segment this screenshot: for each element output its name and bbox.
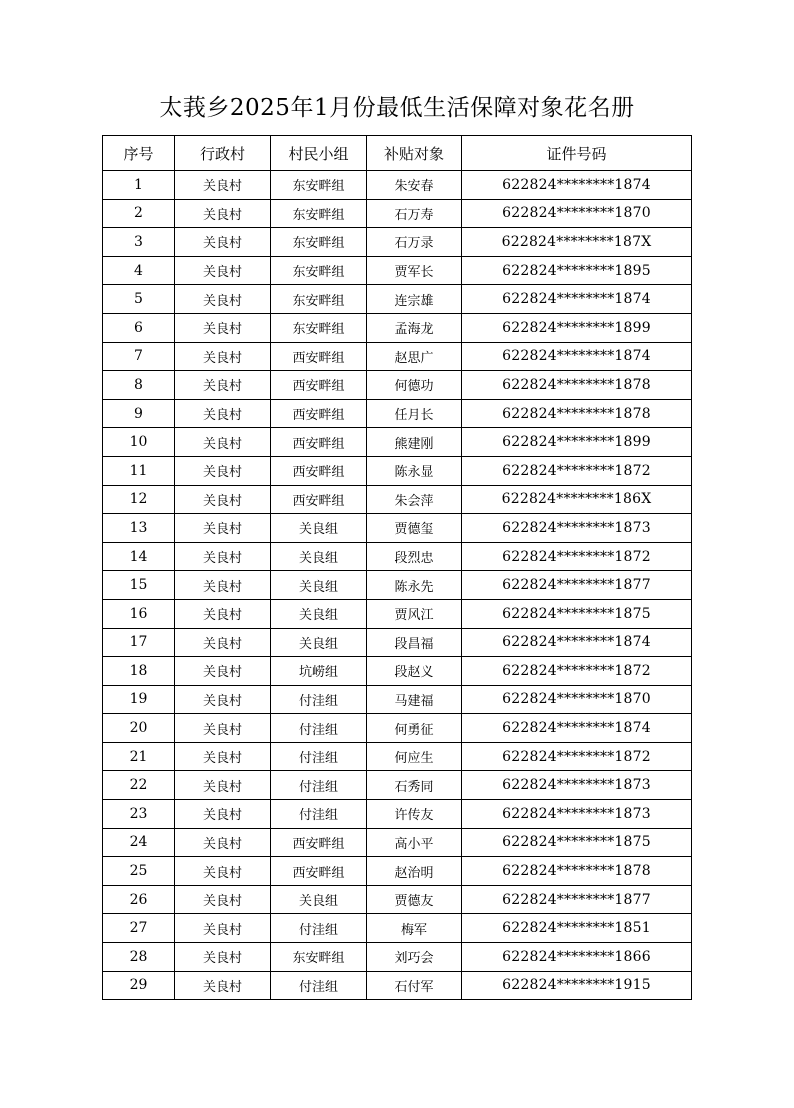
id-number-cell: 622824********1851: [462, 914, 692, 943]
serial-number-cell: 14: [103, 542, 175, 571]
recipient-name-cell: 石万录: [367, 228, 462, 257]
id-number-cell: 622824********1874: [462, 342, 692, 371]
serial-number-cell: 4: [103, 256, 175, 285]
serial-number-cell: 19: [103, 685, 175, 714]
table-row: [103, 514, 692, 543]
village-cell: 关良村: [175, 628, 271, 657]
table-row: [103, 485, 692, 514]
serial-number-cell: 29: [103, 971, 175, 1000]
id-number-cell: 622824********186X: [462, 485, 692, 514]
recipient-name-cell: 贾风江: [367, 599, 462, 628]
id-number-cell: 622824********1866: [462, 943, 692, 972]
villager-group-cell: 东安畔组: [271, 228, 367, 257]
id-number-cell: 622824********1874: [462, 171, 692, 200]
table-row: [103, 971, 692, 1000]
table-row: [103, 171, 692, 200]
village-cell: 关良村: [175, 943, 271, 972]
village-cell: 关良村: [175, 399, 271, 428]
recipient-name-cell: 马建福: [367, 685, 462, 714]
villager-group-cell: 关良组: [271, 514, 367, 543]
recipient-name-cell: 许传友: [367, 800, 462, 829]
id-number-cell: 622824********1872: [462, 657, 692, 686]
village-cell: 关良村: [175, 714, 271, 743]
table-row: [103, 771, 692, 800]
serial-number-cell: 2: [103, 199, 175, 228]
serial-number-cell: 15: [103, 571, 175, 600]
serial-number-cell: 23: [103, 800, 175, 829]
recipient-name-cell: 孟海龙: [367, 313, 462, 342]
id-number-cell: 622824********1878: [462, 399, 692, 428]
village-cell: 关良村: [175, 428, 271, 457]
id-number-cell: 622824********1874: [462, 285, 692, 314]
villager-group-cell: 东安畔组: [271, 943, 367, 972]
serial-number-cell: 24: [103, 828, 175, 857]
serial-number-cell: 16: [103, 599, 175, 628]
village-cell: 关良村: [175, 542, 271, 571]
id-number-cell: 622824********1872: [462, 742, 692, 771]
serial-number-cell: 17: [103, 628, 175, 657]
recipient-name-cell: 石万寿: [367, 199, 462, 228]
id-number-cell: 622824********1874: [462, 714, 692, 743]
table-row: [103, 800, 692, 829]
recipient-name-cell: 贾军长: [367, 256, 462, 285]
villager-group-cell: 西安畔组: [271, 371, 367, 400]
villager-group-cell: 西安畔组: [271, 342, 367, 371]
villager-group-cell: 付洼组: [271, 771, 367, 800]
id-number-cell: 622824********1878: [462, 371, 692, 400]
serial-number-cell: 7: [103, 342, 175, 371]
serial-number-cell: 3: [103, 228, 175, 257]
village-cell: 关良村: [175, 571, 271, 600]
recipient-name-cell: 梅军: [367, 914, 462, 943]
serial-number-cell: 22: [103, 771, 175, 800]
id-number-cell: 622824********1875: [462, 599, 692, 628]
serial-number-cell: 11: [103, 456, 175, 485]
serial-number-cell: 8: [103, 371, 175, 400]
serial-number-cell: 9: [103, 399, 175, 428]
village-cell: 关良村: [175, 256, 271, 285]
villager-group-cell: 坑崂组: [271, 657, 367, 686]
villager-group-cell: 关良组: [271, 885, 367, 914]
id-number-cell: 622824********1895: [462, 256, 692, 285]
table-row: [103, 943, 692, 972]
villager-group-cell: 西安畔组: [271, 456, 367, 485]
table-row: [103, 828, 692, 857]
id-number-cell: 622824********187X: [462, 228, 692, 257]
serial-number-cell: 28: [103, 943, 175, 972]
village-cell: 关良村: [175, 971, 271, 1000]
recipient-name-cell: 段赵义: [367, 657, 462, 686]
villager-group-cell: 付洼组: [271, 685, 367, 714]
table-row: [103, 285, 692, 314]
village-cell: 关良村: [175, 313, 271, 342]
recipient-name-cell: 陈永先: [367, 571, 462, 600]
recipient-name-cell: 刘巧会: [367, 943, 462, 972]
table-row: [103, 742, 692, 771]
villager-group-cell: 关良组: [271, 628, 367, 657]
table-row: [103, 714, 692, 743]
recipient-name-cell: 何应生: [367, 742, 462, 771]
village-cell: 关良村: [175, 171, 271, 200]
recipient-name-cell: 熊建刚: [367, 428, 462, 457]
id-number-cell: 622824********1873: [462, 771, 692, 800]
village-cell: 关良村: [175, 371, 271, 400]
id-number-cell: 622824********1872: [462, 456, 692, 485]
table-row: [103, 914, 692, 943]
serial-number-cell: 26: [103, 885, 175, 914]
recipient-name-cell: 任月长: [367, 399, 462, 428]
header-serial-number: 序号: [103, 136, 175, 171]
villager-group-cell: 东安畔组: [271, 171, 367, 200]
serial-number-cell: 1: [103, 171, 175, 200]
village-cell: 关良村: [175, 599, 271, 628]
villager-group-cell: 关良组: [271, 571, 367, 600]
villager-group-cell: 关良组: [271, 599, 367, 628]
serial-number-cell: 20: [103, 714, 175, 743]
table-header-row: [103, 136, 692, 171]
villager-group-cell: 付洼组: [271, 914, 367, 943]
recipient-name-cell: 高小平: [367, 828, 462, 857]
villager-group-cell: 付洼组: [271, 742, 367, 771]
table-row: [103, 313, 692, 342]
recipient-name-cell: 段烈忠: [367, 542, 462, 571]
serial-number-cell: 10: [103, 428, 175, 457]
village-cell: 关良村: [175, 885, 271, 914]
recipient-name-cell: 贾德玺: [367, 514, 462, 543]
village-cell: 关良村: [175, 228, 271, 257]
village-cell: 关良村: [175, 285, 271, 314]
village-cell: 关良村: [175, 199, 271, 228]
id-number-cell: 622824********1875: [462, 828, 692, 857]
serial-number-cell: 6: [103, 313, 175, 342]
id-number-cell: 622824********1870: [462, 685, 692, 714]
recipient-name-cell: 何勇征: [367, 714, 462, 743]
villager-group-cell: 付洼组: [271, 971, 367, 1000]
villager-group-cell: 关良组: [271, 542, 367, 571]
header-villager-group: 村民小组: [271, 136, 367, 171]
recipient-name-cell: 段昌福: [367, 628, 462, 657]
table-row: [103, 542, 692, 571]
serial-number-cell: 13: [103, 514, 175, 543]
table-row: [103, 399, 692, 428]
id-number-cell: 622824********1915: [462, 971, 692, 1000]
village-cell: 关良村: [175, 485, 271, 514]
village-cell: 关良村: [175, 742, 271, 771]
villager-group-cell: 东安畔组: [271, 313, 367, 342]
header-administrative-village: 行政村: [175, 136, 271, 171]
table-row: [103, 685, 692, 714]
recipient-name-cell: 朱会萍: [367, 485, 462, 514]
table-row: [103, 228, 692, 257]
village-cell: 关良村: [175, 657, 271, 686]
id-number-cell: 622824********1899: [462, 313, 692, 342]
village-cell: 关良村: [175, 685, 271, 714]
village-cell: 关良村: [175, 800, 271, 829]
serial-number-cell: 25: [103, 857, 175, 886]
villager-group-cell: 付洼组: [271, 714, 367, 743]
serial-number-cell: 27: [103, 914, 175, 943]
table-row: [103, 428, 692, 457]
village-cell: 关良村: [175, 857, 271, 886]
header-subsidy-recipient: 补贴对象: [367, 136, 462, 171]
table-row: [103, 256, 692, 285]
village-cell: 关良村: [175, 456, 271, 485]
table-row: [103, 657, 692, 686]
recipient-name-cell: 何德功: [367, 371, 462, 400]
page-title: 太莪乡2025年1月份最低生活保障对象花名册: [159, 95, 635, 121]
villager-group-cell: 西安畔组: [271, 485, 367, 514]
id-number-cell: 622824********1872: [462, 542, 692, 571]
recipient-name-cell: 石付军: [367, 971, 462, 1000]
village-cell: 关良村: [175, 914, 271, 943]
id-number-cell: 622824********1877: [462, 571, 692, 600]
village-cell: 关良村: [175, 771, 271, 800]
recipient-name-cell: 赵思广: [367, 342, 462, 371]
recipient-name-cell: 陈永显: [367, 456, 462, 485]
villager-group-cell: 东安畔组: [271, 285, 367, 314]
serial-number-cell: 5: [103, 285, 175, 314]
recipient-name-cell: 赵治明: [367, 857, 462, 886]
id-number-cell: 622824********1877: [462, 885, 692, 914]
villager-group-cell: 西安畔组: [271, 857, 367, 886]
villager-group-cell: 东安畔组: [271, 256, 367, 285]
header-id-number: 证件号码: [462, 136, 692, 171]
villager-group-cell: 西安畔组: [271, 828, 367, 857]
id-number-cell: 622824********1873: [462, 514, 692, 543]
villager-group-cell: 东安畔组: [271, 199, 367, 228]
recipient-name-cell: 石秀同: [367, 771, 462, 800]
table-row: [103, 628, 692, 657]
village-cell: 关良村: [175, 828, 271, 857]
serial-number-cell: 21: [103, 742, 175, 771]
id-number-cell: 622824********1870: [462, 199, 692, 228]
recipient-name-cell: 朱安春: [367, 171, 462, 200]
table-row: [103, 857, 692, 886]
id-number-cell: 622824********1873: [462, 800, 692, 829]
table-body: [103, 171, 692, 1000]
recipient-name-cell: 连宗雄: [367, 285, 462, 314]
villager-group-cell: 西安畔组: [271, 399, 367, 428]
village-cell: 关良村: [175, 342, 271, 371]
table-row: [103, 199, 692, 228]
id-number-cell: 622824********1878: [462, 857, 692, 886]
recipient-name-cell: 贾德友: [367, 885, 462, 914]
table-row: [103, 599, 692, 628]
table-row: [103, 456, 692, 485]
village-cell: 关良村: [175, 514, 271, 543]
table-row: [103, 571, 692, 600]
villager-group-cell: 付洼组: [271, 800, 367, 829]
roster-table: [102, 135, 692, 1000]
serial-number-cell: 12: [103, 485, 175, 514]
table-row: [103, 342, 692, 371]
villager-group-cell: 西安畔组: [271, 428, 367, 457]
table-row: [103, 371, 692, 400]
serial-number-cell: 18: [103, 657, 175, 686]
table-row: [103, 885, 692, 914]
id-number-cell: 622824********1899: [462, 428, 692, 457]
id-number-cell: 622824********1874: [462, 628, 692, 657]
